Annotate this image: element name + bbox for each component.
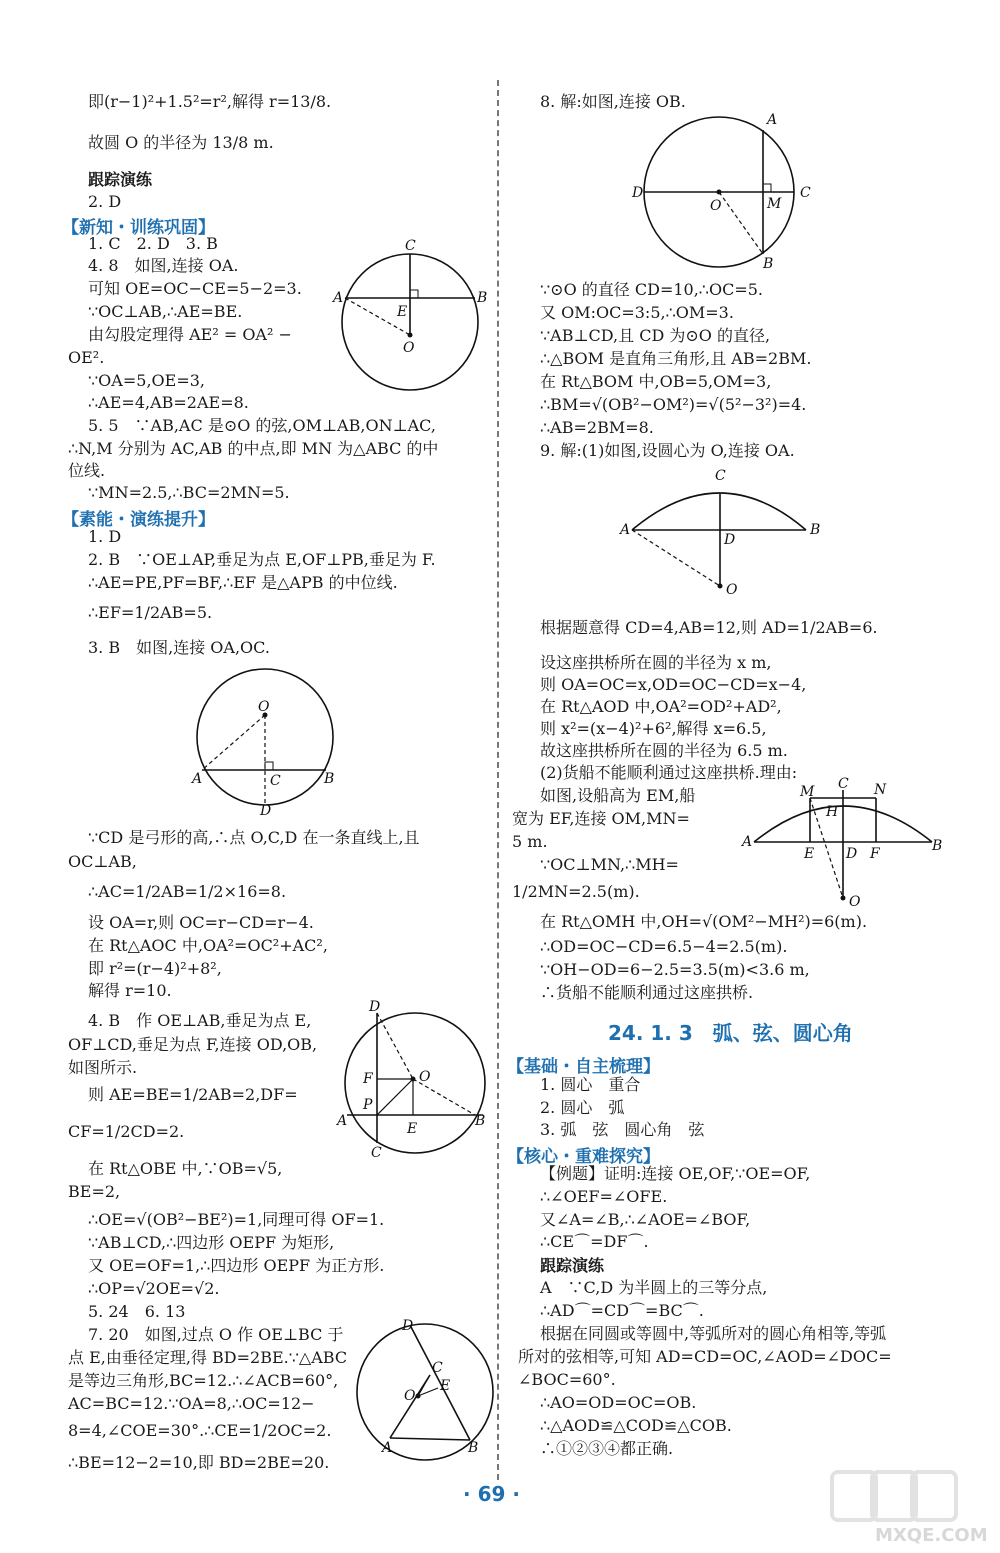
point-label: A bbox=[333, 290, 344, 306]
figure-circle-chord bbox=[190, 665, 350, 819]
text-line: 9. 解:(1)如图,设圆心为 O,连接 OA. bbox=[540, 441, 795, 460]
text-line: 1. C 2. D 3. B bbox=[88, 234, 218, 253]
point-label: E bbox=[440, 1378, 451, 1394]
point-label: B bbox=[810, 522, 821, 538]
point-label: B bbox=[475, 1113, 486, 1129]
page-number: · 69 · bbox=[463, 1482, 520, 1506]
text-line: 设 OA=r,则 OC=r−CD=r−4. bbox=[88, 913, 314, 932]
text-line: ∵OH−OD=6−2.5=3.5(m)<3.6 m, bbox=[540, 960, 810, 979]
point-label: B bbox=[932, 838, 943, 854]
point-label: D bbox=[632, 185, 644, 201]
point-label: M bbox=[767, 196, 782, 212]
watermark-text: MXQE.COM bbox=[875, 1525, 988, 1546]
figure-circle-triangle bbox=[350, 1320, 510, 1470]
text-line: ∴AO=OD=OC=OB. bbox=[540, 1393, 697, 1412]
text-line: 跟踪演练 bbox=[88, 170, 153, 189]
text-line: ∠BOC=60°. bbox=[518, 1370, 616, 1389]
text-line: ∴OD=OC−CD=6.5−4=2.5(m). bbox=[540, 937, 788, 956]
figure-circle-square bbox=[335, 999, 495, 1165]
text-line: 即(r−1)²+1.5²=r²,解得 r=13/8. bbox=[88, 92, 332, 111]
text-line: 在 Rt△OBE 中,∵OB=√5, bbox=[88, 1159, 283, 1178]
point-label: E bbox=[397, 304, 408, 320]
section-heading: 【新知・训练巩固】 bbox=[62, 218, 215, 238]
point-label: C bbox=[800, 185, 811, 201]
text-line: 5. 24 6. 13 bbox=[88, 1302, 186, 1321]
text-line: 由勾股定理得 AE² = OA² − bbox=[88, 325, 292, 344]
text-line: 如图,设船高为 EM,船 bbox=[540, 786, 696, 805]
text-line: 即 r²=(r−4)²+8², bbox=[88, 959, 222, 978]
figure-circle-diameter bbox=[630, 112, 830, 272]
section-heading: 【核心・重难探究】 bbox=[507, 1147, 660, 1167]
text-line: 又 OM:OC=3:5,∴OM=3. bbox=[540, 303, 734, 322]
text-line: 可知 OE=OC−CE=5−2=3. bbox=[88, 279, 302, 298]
text-line: ∴AC=1/2AB=1/2×16=8. bbox=[88, 882, 287, 901]
text-line: 1. D bbox=[88, 527, 122, 546]
text-line: ∵⊙O 的直径 CD=10,∴OC=5. bbox=[540, 280, 764, 299]
text-line: 3. B 如图,连接 OA,OC. bbox=[88, 638, 270, 657]
text-line: 跟踪演练 bbox=[540, 1256, 605, 1275]
point-label: B bbox=[324, 771, 335, 787]
point-label: C bbox=[432, 1360, 443, 1376]
point-label: C bbox=[405, 238, 416, 254]
text-line: ∴AD⌒=CD⌒=BC⌒. bbox=[540, 1301, 704, 1320]
text-line: 3. 弧 弦 圆心角 弦 bbox=[540, 1120, 705, 1139]
point-label: D bbox=[260, 803, 272, 819]
text-line: 【例题】证明:连接 OE,OF,∵OE=OF, bbox=[540, 1164, 811, 1183]
text-line: (2)货船不能顺利通过这座拱桥.理由: bbox=[540, 763, 798, 782]
point-label: C bbox=[270, 773, 281, 789]
text-line: CF=1/2CD=2. bbox=[68, 1122, 185, 1141]
text-line: ∴BM=√(OB²−OM²)=√(5²−3²)=4. bbox=[540, 395, 807, 414]
text-line: ∴货船不能顺利通过这座拱桥. bbox=[540, 983, 754, 1002]
point-label: E bbox=[407, 1121, 418, 1137]
text-line: 7. 20 如图,过点 O 作 OE⊥BC 于 bbox=[88, 1325, 344, 1344]
point-label: O bbox=[404, 1388, 416, 1404]
text-line: 是等边三角形,BC=12.∴∠ACB=60°, bbox=[68, 1371, 339, 1390]
point-label: A bbox=[767, 112, 778, 128]
text-line: 5. 5 ∵AB,AC 是⊙O 的弦,OM⊥AB,ON⊥AC, bbox=[88, 416, 436, 435]
point-label: P bbox=[363, 1097, 373, 1113]
text-line: ∴△BOM 是直角三角形,且 AB=2BM. bbox=[540, 349, 812, 368]
point-label: O bbox=[403, 340, 415, 356]
text-line: 8=4,∠COE=30°.∴CE=1/2OC=2. bbox=[68, 1421, 332, 1440]
section-heading: 【基础・自主梳理】 bbox=[507, 1057, 660, 1077]
point-label: A bbox=[742, 834, 753, 850]
text-line: ∵OC⊥AB,∴AE=BE. bbox=[88, 302, 243, 321]
point-label: D bbox=[369, 999, 381, 1015]
text-line: ∴EF=1/2AB=5. bbox=[88, 603, 213, 622]
text-line: 宽为 EF,连接 OM,MN= bbox=[512, 809, 690, 828]
text-line: BE=2, bbox=[68, 1182, 121, 1201]
text-line: 在 Rt△BOM 中,OB=5,OM=3, bbox=[540, 372, 772, 391]
text-line: 故圆 O 的半径为 13/8 m. bbox=[88, 133, 274, 152]
point-label: A bbox=[382, 1440, 393, 1456]
point-label: O bbox=[258, 699, 270, 715]
point-label: E bbox=[804, 846, 815, 862]
text-line: 故这座拱桥所在圆的半径为 6.5 m. bbox=[540, 741, 788, 760]
text-line: ∵AB⊥CD,∴四边形 OEPF 为矩形, bbox=[88, 1233, 335, 1252]
section-heading: 【素能・演练提升】 bbox=[62, 510, 215, 530]
text-line: ∵OC⊥MN,∴MH= bbox=[540, 855, 679, 874]
text-line: 解得 r=10. bbox=[88, 981, 172, 1000]
text-line: ∴AE=4,AB=2AE=8. bbox=[88, 393, 249, 412]
point-label: N bbox=[874, 782, 887, 798]
subsection-title: 24. 1. 3 弧、弦、圆心角 bbox=[608, 1021, 853, 1045]
text-line: 8. 解:如图,连接 OB. bbox=[540, 92, 686, 111]
text-line: 则 x²=(x−4)²+6²,解得 x=6.5, bbox=[540, 719, 767, 738]
text-line: ∴OE=√(OB²−BE²)=1,同理可得 OF=1. bbox=[88, 1210, 385, 1229]
point-label: A bbox=[337, 1113, 348, 1129]
text-line: 2. 圆心 弧 bbox=[540, 1098, 625, 1117]
text-line: 2. D bbox=[88, 192, 122, 211]
point-label: B bbox=[477, 290, 488, 306]
text-line: 4. 8 如图,连接 OA. bbox=[88, 256, 239, 275]
point-label: F bbox=[363, 1071, 373, 1087]
text-line: 4. B 作 OE⊥AB,垂足为点 E, bbox=[88, 1011, 312, 1030]
text-line: ∴BE=12−2=10,即 BD=2BE=20. bbox=[68, 1453, 330, 1472]
text-line: 位线. bbox=[68, 461, 106, 480]
point-label: B bbox=[763, 256, 774, 272]
text-line: ∵OA=5,OE=3, bbox=[88, 371, 205, 390]
text-line: ∴AE=PE,PF=BF,∴EF 是△APB 的中位线. bbox=[88, 573, 398, 592]
point-label: A bbox=[192, 771, 203, 787]
text-line: 2. B ∵OE⊥AP,垂足为点 E,OF⊥PB,垂足为 F. bbox=[88, 550, 436, 569]
point-label: C bbox=[715, 468, 726, 484]
watermark-logo bbox=[830, 1470, 990, 1550]
point-label: C bbox=[838, 776, 849, 792]
text-line: 根据在同圆或等圆中,等弧所对的圆心角相等,等弧 bbox=[540, 1324, 887, 1343]
text-line: 设这座拱桥所在圆的半径为 x m, bbox=[540, 653, 772, 672]
text-line: ∴△AOD≌△COD≌△COB. bbox=[540, 1416, 732, 1435]
text-line: ∵CD 是弓形的高,∴点 O,C,D 在一条直线上,且 bbox=[88, 828, 420, 847]
point-label: C bbox=[371, 1145, 382, 1161]
text-line: OE². bbox=[68, 348, 105, 367]
text-line: 1. 圆心 重合 bbox=[540, 1075, 641, 1094]
text-line: 又 OE=OF=1,∴四边形 OEPF 为正方形. bbox=[88, 1256, 385, 1275]
text-line: ∴AB=2BM=8. bbox=[540, 418, 654, 437]
text-line: 5 m. bbox=[512, 832, 548, 851]
text-line: ∴CE⌒=DF⌒. bbox=[540, 1232, 649, 1251]
point-label: M bbox=[800, 784, 815, 800]
text-line: 如图所示. bbox=[68, 1058, 138, 1077]
text-line: 在 Rt△AOD 中,OA²=OD²+AD², bbox=[540, 697, 782, 716]
text-line: ∴N,M 分别为 AC,AB 的中点,即 MN 为△ABC 的中 bbox=[68, 439, 439, 458]
point-label: O bbox=[419, 1069, 431, 1085]
point-label: O bbox=[726, 582, 738, 598]
text-line: ∵MN=2.5,∴BC=2MN=5. bbox=[88, 483, 290, 502]
text-line: ∴∠OEF=∠OFE. bbox=[540, 1187, 668, 1206]
figure-circle-perpendicular bbox=[333, 238, 495, 400]
point-label: A bbox=[620, 522, 631, 538]
text-line: OC⊥AB, bbox=[68, 852, 137, 871]
point-label: H bbox=[826, 804, 839, 820]
text-line: 点 E,由垂径定理,得 BD=2BE.∵△ABC bbox=[68, 1348, 348, 1367]
point-label: B bbox=[468, 1440, 479, 1456]
point-label: D bbox=[724, 532, 736, 548]
text-line: ∴①②③④都正确. bbox=[540, 1439, 674, 1458]
point-label: O bbox=[849, 894, 861, 910]
point-label: O bbox=[710, 198, 722, 214]
figure-arch-boat bbox=[738, 776, 948, 910]
point-label: D bbox=[846, 846, 858, 862]
figure-arch bbox=[620, 462, 840, 602]
text-line: 根据题意得 CD=4,AB=12,则 AD=1/2AB=6. bbox=[540, 618, 878, 637]
text-line: 则 AE=BE=1/2AB=2,DF= bbox=[88, 1085, 298, 1104]
text-line: ∴OP=√2OE=√2. bbox=[88, 1279, 220, 1298]
text-line: 1/2MN=2.5(m). bbox=[512, 882, 640, 901]
point-label: D bbox=[402, 1318, 414, 1334]
text-line: 所对的弦相等,可知 AD=CD=OC,∠AOD=∠DOC= bbox=[518, 1347, 892, 1366]
text-line: OF⊥CD,垂足为点 F,连接 OD,OB, bbox=[68, 1035, 318, 1054]
column-divider bbox=[497, 80, 499, 1480]
text-line: ∵AB⊥CD,且 CD 为⊙O 的直径, bbox=[540, 326, 771, 345]
text-line: 在 Rt△AOC 中,OA²=OC²+AC², bbox=[88, 936, 328, 955]
text-line: 在 Rt△OMH 中,OH=√(OM²−MH²)=6(m). bbox=[540, 912, 868, 931]
point-label: F bbox=[870, 846, 880, 862]
text-line: 又∠A=∠B,∴∠AOE=∠BOF, bbox=[540, 1210, 751, 1229]
text-line: A ∵C,D 为半圆上的三等分点, bbox=[540, 1278, 768, 1297]
text-line: 则 OA=OC=x,OD=OC−CD=x−4, bbox=[540, 675, 807, 694]
text-line: AC=BC=12.∵OA=8,∴OC=12− bbox=[68, 1394, 315, 1413]
